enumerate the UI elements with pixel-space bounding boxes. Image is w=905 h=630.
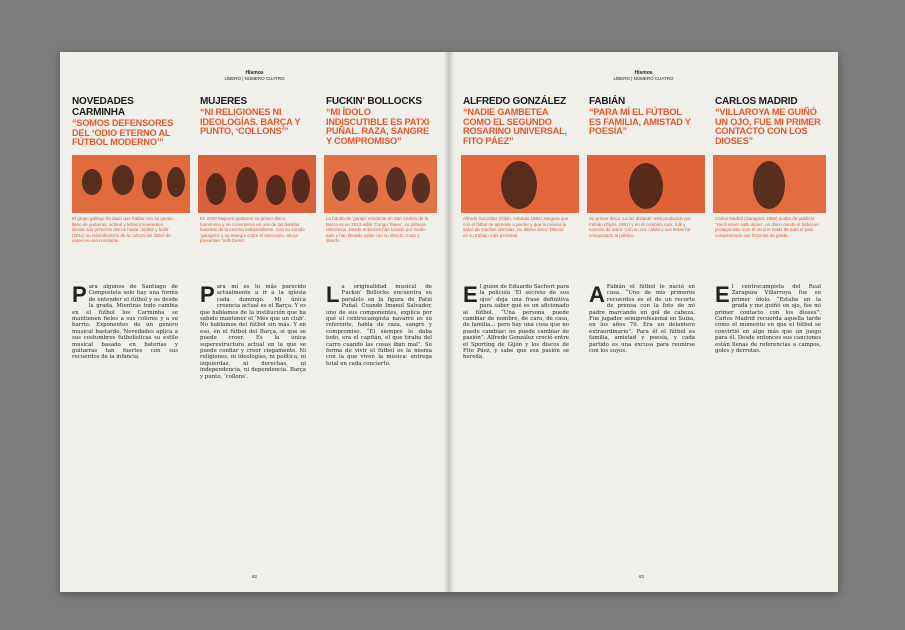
running-head-right bbox=[449, 70, 838, 82]
photo-caption: El grupo gallego ha dado que hablar con su garaje lleno de guitarras, actitud y letras irreverentes. Desde sus primeros discos hasta ‘Jódete y baila’ (2011) su reivindicación de la cultura del fútbol de antes es una constante. bbox=[72, 216, 173, 244]
page-number: 63 bbox=[639, 574, 645, 579]
left-page bbox=[60, 52, 449, 592]
article-name: ALFREDO GONZÁLEZ bbox=[463, 96, 566, 107]
body-text: ara algunos de Santiago de Compostela solo hay una forma de entender el fútbol y es desde la grada. Mientras todo cambia en el fútbol los Carminha se mantienen fieles a sus colores y a su barrio. Exponentes de un género musical bastardo, Novedades aplica a sus costumbres futbolísticas su estilo musical basado en baterías y guitarras tan fuertes con sus recuerdos de la infancia. bbox=[72, 284, 178, 361]
portrait-photo bbox=[713, 155, 826, 213]
article-novedades-carminha bbox=[72, 96, 178, 148]
article-name: FUCKIN' BOLLOCKS bbox=[326, 96, 422, 107]
magazine-title: Hismos bbox=[245, 70, 264, 76]
section-label: LÍBERO | NÚMERO CUATRO bbox=[224, 76, 285, 81]
body-text: l centrocampista del Real Zaragoza Villarroya fue su primer ídolo. “Estaba en la grada y me guiñó un ojo, fue mi primer contacto con los dioses”. Carlos Madrid recuerda aquella tarde como el momento en que el fútbol se convirtió en algo más que un juego para él. Desde entonces sus canciones están llenas de referencias a campos, goles y derrotas. bbox=[715, 284, 821, 355]
drop-cap: A bbox=[589, 282, 605, 307]
drop-cap: L bbox=[326, 282, 340, 307]
article-body bbox=[463, 284, 569, 361]
article-quote: “PARA MÍ EL FÚTBOL ES FAMILIA, AMISTAD Y POESÍA” bbox=[589, 107, 691, 137]
body-text: ara mí es lo más parecido actualmente a ir a la iglesia cada domingo. Mi única creencia actual es el Barça. Y es que hablamos de la institución que ha sabido mantener el ‘Més que un club’. No hablamos del fútbol sin más. Y en eso, en el fútbol del Barça, si que se puede creer. Es la única superestructura actual en la que se puede confiar y creer ciegamente. Ni religiones, ni ideologías, ni política, ni izquierdas, ni derechas, ni independencia, ni dependencia. Barça y punto, ‘collons’. bbox=[200, 284, 306, 380]
photo-caption: Alfredo González (Gijón, Asturias 1982) asegura que con el fútbol se aprende a perder y que la música le salvó de muchas derrotas. Su último disco ‘Diluvio’ es su trabajo más personal. bbox=[463, 216, 569, 238]
drop-cap: E bbox=[463, 282, 478, 307]
page-number: 62 bbox=[252, 574, 258, 579]
photo-caption: En 2009 Mujeres grabaron su primer disco homónimo y se convirtieron en una de las bandas favoritas de la escena independiente. Con su sonido ‘garagero’ y su energía sobre el escenario, ahora presentan ‘Soft Gems’. bbox=[200, 216, 305, 244]
article-name: NOVEDADES CARMINHA bbox=[72, 96, 134, 118]
article-body bbox=[715, 284, 821, 354]
body-text: Fabián el fútbol le nació en casa. “Uno de mis primeros recuerdos es el de un recorte de prensa con la foto de mi padre marcando un gol de cabeza. Fue jugador semiprofesional en Suiza, en los años 70. Era un delantero extraordinario”. Para él el fútbol es familia, amistad y poesía, y cada partido es una excusa para reunirse con los suyos. bbox=[589, 284, 695, 355]
article-name: CARLOS MADRID bbox=[715, 96, 798, 107]
article-body bbox=[72, 284, 178, 361]
article-mujeres bbox=[200, 96, 306, 137]
drop-cap: P bbox=[200, 282, 215, 307]
article-fuckin-bollocks bbox=[326, 96, 432, 146]
drop-cap: P bbox=[72, 282, 87, 307]
article-quote: “NI RELIGIONES NI IDEOLOGÍAS. BARÇA Y PUNTO, ‘COLLONS’” bbox=[200, 107, 301, 137]
band-photo bbox=[324, 155, 437, 213]
article-carlos-madrid bbox=[715, 96, 821, 146]
body-text: l guion de Eduardo Sacheri para la película ‘El secreto de sus ojos’ deja una frase definitiva para saber qué es un aficionado al fútbol. “Una persona puede cambiar de nombre, de cara, de casa, de familia... pero hay una cosa que no puede cambiar: no puede cambiar de pasión”. Alfredo González creció entre el Sporting de Gijón y los discos de Fito Páez, y sabe que esa pasión se hereda. bbox=[463, 284, 569, 361]
portrait-photo bbox=[461, 155, 579, 213]
article-body bbox=[589, 284, 695, 354]
portrait-photo bbox=[587, 155, 705, 213]
band-photo bbox=[72, 155, 190, 213]
article-body bbox=[200, 284, 306, 380]
article-quote: “MI ÍDOLO INDISCUTIBLE ES PATXI PUÑAL. RAZA, SANGRE Y COMPROMISO” bbox=[326, 107, 430, 146]
article-alfredo-gonzalez bbox=[463, 96, 569, 146]
band-photo bbox=[198, 155, 316, 213]
article-quote: “SOMOS DEFENSORES DEL ‘ODIO ETERNO AL FÚTBOL MODERNO’” bbox=[72, 118, 174, 148]
section-label: LÍBERO | NÚMERO CUATRO bbox=[613, 76, 674, 81]
magazine-title: Hismos bbox=[634, 70, 653, 76]
article-quote: “NADIE GAMBETEA COMO EL SEGUNDO ROSARINO UNIVERSAL, FITO PÁEZ” bbox=[463, 107, 567, 146]
magazine-spread bbox=[60, 52, 838, 592]
article-fabian bbox=[589, 96, 695, 137]
article-name: MUJERES bbox=[200, 96, 247, 107]
photo-caption: La banda de ‘garaje’ residente en San Andrés de la Barca es en 2013 editó ‘Congo Tapes’, su primera referencia. Desde entonces han tocado por medio país y han llenado salas con su directo crudo y directo. bbox=[326, 216, 429, 244]
article-body bbox=[326, 284, 432, 367]
article-name: FABIÁN bbox=[589, 96, 626, 107]
drop-cap: E bbox=[715, 282, 730, 307]
right-page bbox=[449, 52, 838, 592]
photo-caption: Su primer disco ‘La luz distante’ está producido por Fabián (Gijón, 1981) y en él combina rock, folk y canción de autor. Con su voz cálida y sus letras ha conquistado al público. bbox=[589, 216, 691, 238]
body-text: a originalidad musical de Fuckin' Bollocks encuentra su paralelo en la figura de Patxi Puñal. Cuando Imanol Salvador, uno de sus componentes, explica por qué el centrocampista navarro es su referente, habla de raza, sangre y compromiso. “Él siempre lo daba todo, era el capitán, el que tiraba del carro cuando las cosas iban mal”. Su forma de vivir el fútbol es la misma con la que viven la música: entrega total en cada concierto. bbox=[326, 284, 432, 367]
photo-caption: Carlos Madrid (Zaragoza 1985) acaba de publicar ‘You’ll never walk alone’, un disco donde el fútbol es protagonista. Con él recorre salas de todo el país compartiendo sus historias de grada. bbox=[715, 216, 819, 238]
running-head-left bbox=[60, 70, 449, 82]
article-quote: “VILLAROYA ME GUIÑÓ UN OJO, FUE MI PRIMER CONTACTO CON LOS DIOSES” bbox=[715, 107, 821, 146]
